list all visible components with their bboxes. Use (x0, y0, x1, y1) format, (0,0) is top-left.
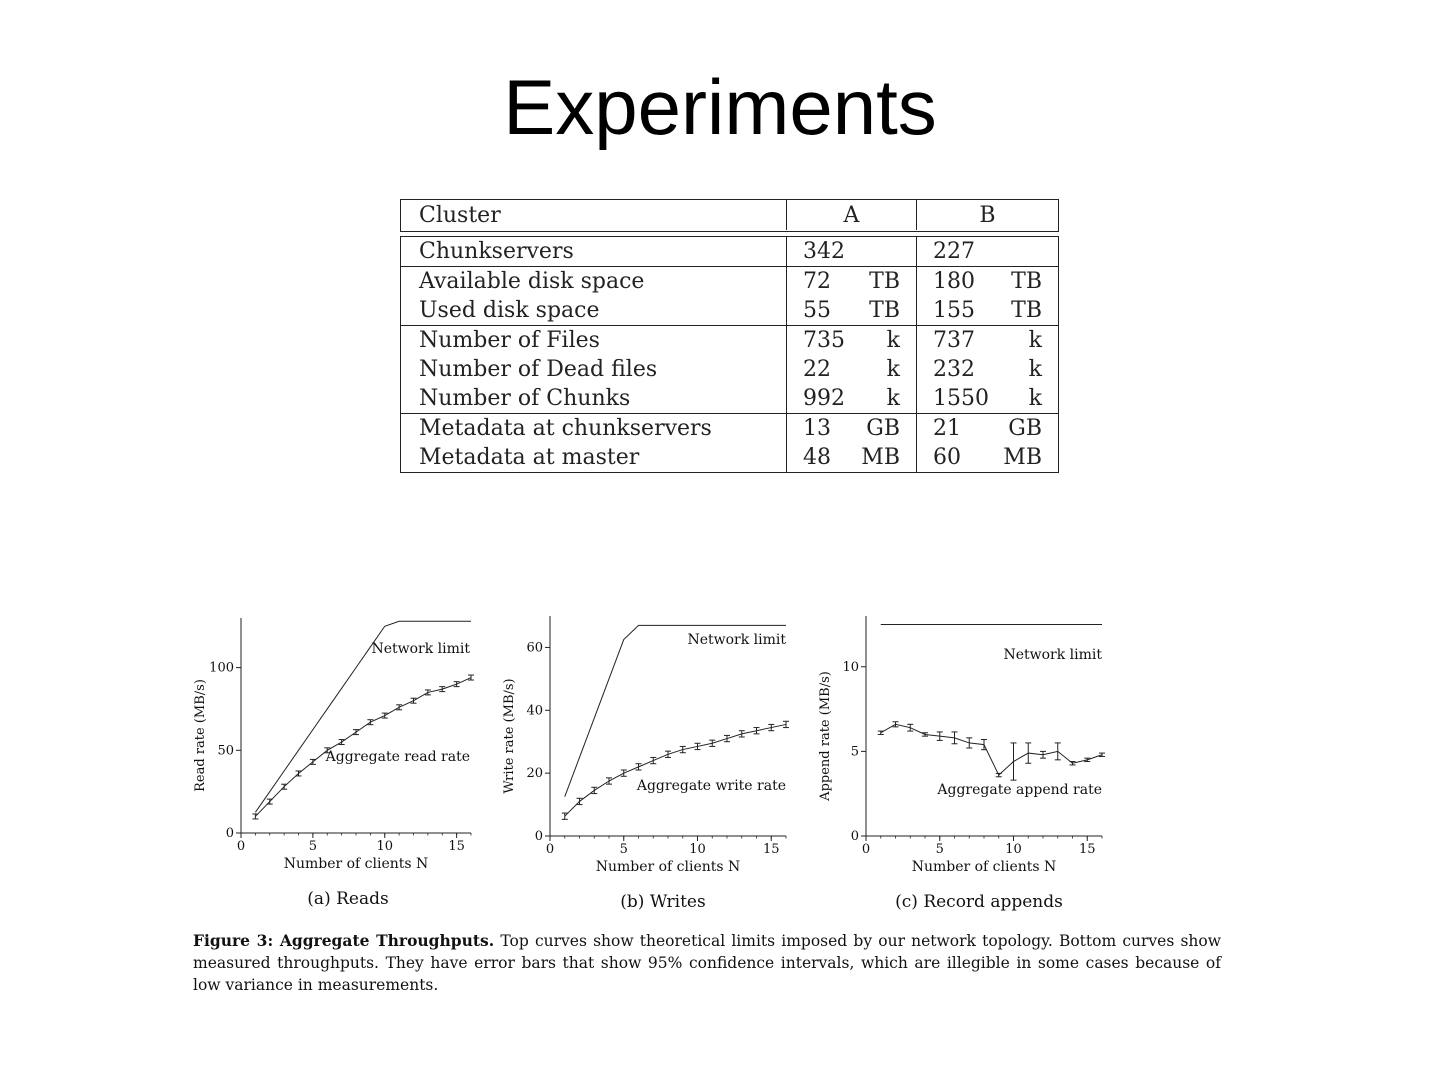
cell-b-value: 21 (933, 416, 961, 441)
cell-a-value: 13 (803, 416, 831, 441)
x-tick-label: 10 (689, 842, 706, 857)
cell-a-unit: TB (869, 298, 900, 323)
cell-b-value: 155 (933, 298, 975, 323)
cell-b-unit: MB (1003, 445, 1042, 470)
cell-a (787, 355, 917, 384)
row-label: Number of Chunks (401, 384, 787, 413)
cell-b (917, 414, 1058, 443)
cluster-table (400, 199, 1059, 473)
cell-b (917, 296, 1058, 325)
cell-b (917, 267, 1058, 296)
cell-b-unit: k (1028, 357, 1042, 382)
row-label: Metadata at chunkservers (401, 414, 787, 443)
chart-reads (185, 608, 485, 882)
x-tick-label: 5 (308, 839, 318, 854)
chart-writes (498, 608, 798, 882)
table-group (401, 266, 1058, 325)
x-tick-label: 15 (1078, 842, 1096, 857)
series-label: Network limit (687, 632, 786, 648)
x-axis-label: Number of clients N (911, 859, 1057, 875)
table-row (401, 414, 1058, 443)
header-cluster: Cluster (401, 200, 787, 230)
row-label: Used disk space (401, 296, 787, 325)
y-axis-label: Append rate (MB/s) (818, 671, 833, 801)
cell-b-unit: GB (1008, 416, 1042, 441)
y-tick-label: 10 (842, 659, 859, 675)
table-body (400, 236, 1059, 473)
cell-b (917, 443, 1058, 472)
cell-a-value: 22 (803, 357, 831, 382)
y-tick-label: 0 (225, 826, 234, 841)
series-line-measured (565, 724, 786, 816)
x-tick-label: 0 (545, 842, 555, 857)
cell-b-unit: k (1028, 386, 1042, 411)
row-label: Number of Files (401, 326, 787, 355)
table-group (401, 325, 1058, 413)
series-label: Aggregate write rate (636, 778, 786, 794)
y-tick-label: 0 (534, 829, 543, 844)
table-row (401, 326, 1058, 355)
figure-caption-label: Figure 3: Aggregate Throughputs. (193, 931, 495, 950)
table-row (401, 267, 1058, 296)
table-row (401, 237, 1058, 266)
header-a: A (787, 200, 917, 230)
y-axis-label: Write rate (MB/s) (502, 678, 517, 794)
x-tick-label: 10 (376, 839, 394, 854)
cell-b-value: 227 (933, 239, 975, 264)
y-tick-label: 60 (526, 640, 543, 656)
x-axis-label: Number of clients N (595, 859, 741, 875)
figure-caption-text: Top curves show theoretical limits imposed by our network topology. Bottom curves show measured throughputs. They have error bars that show 95% confidence intervals, which are illegible in some cases because of low variance in measurements. (193, 932, 1221, 994)
cell-a-value: 735 (803, 328, 845, 353)
cell-a (787, 237, 917, 266)
series-line-limit (565, 625, 786, 796)
subcaption-appends: (c) Record appends (895, 892, 1063, 912)
cell-a (787, 443, 917, 472)
cell-a-value: 55 (803, 298, 831, 323)
cell-a-unit: TB (869, 269, 900, 294)
x-tick-label: 10 (1005, 842, 1022, 857)
x-tick-label: 0 (236, 839, 246, 854)
row-label: Available disk space (401, 267, 787, 296)
cell-b-value: 737 (933, 328, 975, 353)
x-tick-label: 0 (861, 842, 871, 857)
cell-b-unit: k (1028, 328, 1042, 353)
series-label: Network limit (371, 641, 470, 657)
chart-appends-svg (815, 608, 1115, 878)
cell-b-value: 60 (933, 445, 961, 470)
cell-b-unit: TB (1011, 269, 1042, 294)
cell-a-unit: GB (866, 416, 900, 441)
header-b: B (979, 202, 996, 228)
cell-a-value: 342 (803, 239, 845, 264)
cell-b (917, 326, 1058, 355)
chart-appends (815, 608, 1115, 882)
cell-a (787, 384, 917, 413)
y-tick-label: 40 (526, 703, 543, 719)
chart-reads-svg (185, 608, 485, 878)
cell-b-unit: TB (1011, 298, 1042, 323)
cell-a-unit: k (886, 357, 900, 382)
slide-title: Experiments (503, 63, 937, 151)
cell-a (787, 267, 917, 296)
row-label: Chunkservers (401, 237, 787, 266)
x-tick-label: 5 (619, 842, 628, 857)
y-tick-label: 20 (526, 766, 543, 782)
series-line-measured (881, 724, 1102, 775)
cell-a-value: 992 (803, 386, 845, 411)
cell-b-value: 1550 (933, 386, 989, 411)
x-tick-label: 15 (762, 842, 780, 857)
series-label: Aggregate read rate (325, 749, 470, 765)
cell-a (787, 326, 917, 355)
cell-a-value: 72 (803, 269, 831, 294)
table-row (401, 384, 1058, 413)
series-label: Aggregate append rate (937, 782, 1102, 798)
table-row (401, 296, 1058, 325)
x-tick-label: 5 (935, 842, 944, 857)
cell-b-value: 232 (933, 357, 975, 382)
row-label: Metadata at master (401, 443, 787, 472)
table-group (401, 413, 1058, 472)
table-group (401, 237, 1058, 266)
cell-a-value: 48 (803, 445, 831, 470)
cell-a-unit: k (886, 328, 900, 353)
row-label: Number of Dead files (401, 355, 787, 384)
y-tick-label: 5 (850, 744, 859, 760)
series-label: Network limit (1003, 647, 1102, 663)
cell-b-value: 180 (933, 269, 975, 294)
x-tick-label: 15 (448, 839, 465, 854)
table-row (401, 443, 1058, 472)
cell-a (787, 296, 917, 325)
series-line-measured (255, 678, 471, 817)
subcaption-writes: (b) Writes (620, 892, 706, 912)
cell-b (917, 384, 1058, 413)
y-tick-label: 50 (217, 743, 234, 759)
cell-a (787, 414, 917, 443)
y-axis-label: Read rate (MB/s) (193, 679, 208, 792)
cell-a-unit: k (886, 386, 900, 411)
y-tick-label: 100 (209, 660, 234, 676)
y-tick-label: 0 (850, 829, 859, 844)
x-axis-label: Number of clients N (283, 856, 429, 872)
figure-caption (193, 930, 1221, 996)
cell-a-unit: MB (861, 445, 900, 470)
chart-writes-svg (498, 608, 798, 878)
subcaption-reads: (a) Reads (307, 889, 389, 909)
cell-b (917, 355, 1058, 384)
table-header (400, 199, 1059, 232)
cell-b (917, 237, 1058, 266)
table-row (401, 355, 1058, 384)
